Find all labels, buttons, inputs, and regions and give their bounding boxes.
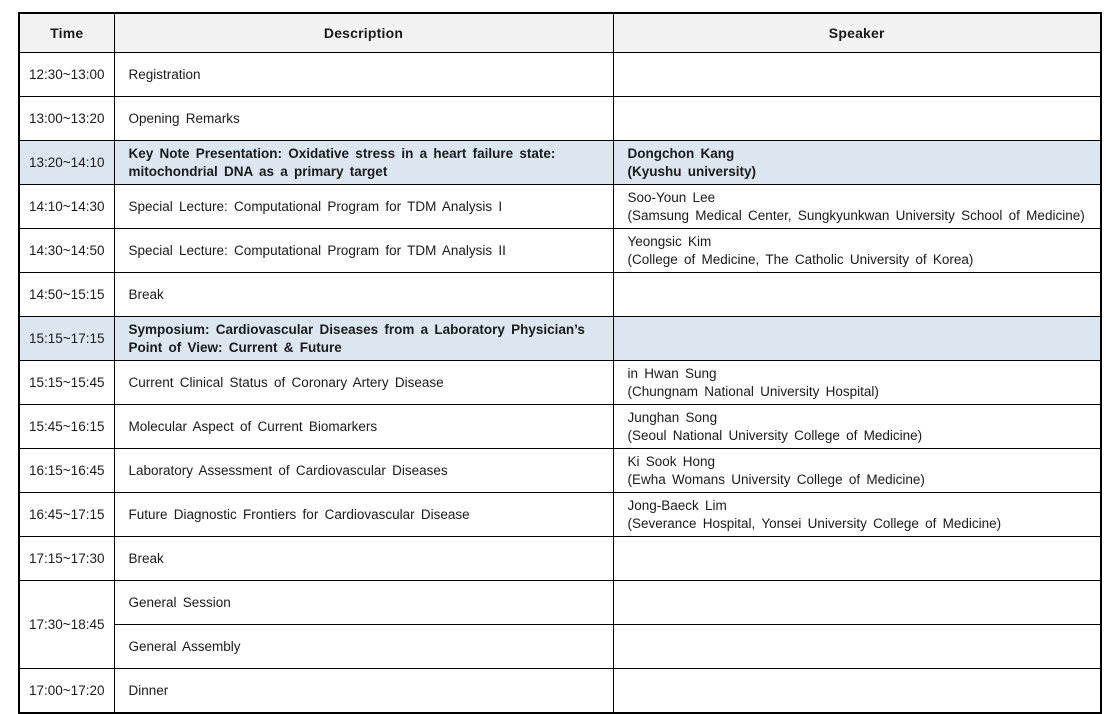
description-cell: Opening Remarks <box>114 97 613 141</box>
column-header-time: Time <box>19 13 114 53</box>
table-row <box>19 537 1101 581</box>
time-cell: 14:10~14:30 <box>19 185 114 229</box>
description-cell: Key Note Presentation: Oxidative stress in a heart failure state: mitochondrial DNA as a primary target <box>114 141 613 185</box>
header-row <box>19 13 1101 53</box>
description-cell: Special Lecture: Computational Program for TDM Analysis I <box>114 185 613 229</box>
description-cell: Break <box>114 273 613 317</box>
column-header-speaker: Speaker <box>613 13 1101 53</box>
description-cell: Molecular Aspect of Current Biomarkers <box>114 405 613 449</box>
speaker-affiliation: (College of Medicine, The Catholic University of Korea) <box>627 251 974 267</box>
speaker-cell <box>613 273 1101 317</box>
table-row <box>19 493 1101 537</box>
schedule-table <box>18 12 1102 714</box>
speaker-cell <box>613 361 1101 405</box>
speaker-cell <box>613 625 1101 669</box>
speaker-name: Soo-Youn Lee <box>627 189 716 205</box>
speaker-affiliation: (Chungnam National University Hospital) <box>627 383 879 399</box>
description-cell: Dinner <box>114 669 613 714</box>
description-cell: Symposium: Cardiovascular Diseases from a Laboratory Physician’s Point of View: Current & Future <box>114 317 613 361</box>
description-cell: Registration <box>114 53 613 97</box>
table-row <box>19 141 1101 185</box>
speaker-affiliation: (Kyushu university) <box>627 163 757 179</box>
table-row <box>19 361 1101 405</box>
speaker-cell <box>613 449 1101 493</box>
table-row <box>19 405 1101 449</box>
time-cell: 17:30~18:45 <box>19 581 114 669</box>
speaker-cell <box>613 53 1101 97</box>
speaker-affiliation: (Severance Hospital, Yonsei University College of Medicine) <box>627 515 1002 531</box>
speaker-name: Ki Sook Hong <box>627 453 716 469</box>
time-cell: 13:00~13:20 <box>19 97 114 141</box>
speaker-name: Jong-Baeck Lim <box>627 497 727 513</box>
description-cell: Laboratory Assessment of Cardiovascular Diseases <box>114 449 613 493</box>
time-cell: 15:15~15:45 <box>19 361 114 405</box>
table-row <box>19 317 1101 361</box>
description-cell: Future Diagnostic Frontiers for Cardiovascular Disease <box>114 493 613 537</box>
time-cell: 17:15~17:30 <box>19 537 114 581</box>
description-cell: General Assembly <box>114 625 613 669</box>
speaker-cell <box>613 229 1101 273</box>
speaker-name: Junghan Song <box>627 409 718 425</box>
time-cell: 13:20~14:10 <box>19 141 114 185</box>
table-row <box>19 669 1101 714</box>
speaker-cell <box>613 317 1101 361</box>
table-row <box>19 53 1101 97</box>
table-row <box>19 97 1101 141</box>
speaker-cell <box>613 185 1101 229</box>
speaker-cell <box>613 537 1101 581</box>
speaker-cell <box>613 405 1101 449</box>
speaker-cell <box>613 669 1101 714</box>
time-cell: 14:50~15:15 <box>19 273 114 317</box>
speaker-cell <box>613 141 1101 185</box>
speaker-name: Dongchon Kang <box>627 145 735 161</box>
speaker-cell <box>613 493 1101 537</box>
time-cell: 16:15~16:45 <box>19 449 114 493</box>
speaker-affiliation: (Seoul National University College of Medicine) <box>627 427 923 443</box>
table-row <box>19 185 1101 229</box>
description-cell: Break <box>114 537 613 581</box>
table-row <box>19 229 1101 273</box>
time-cell: 16:45~17:15 <box>19 493 114 537</box>
table-row <box>19 625 1101 669</box>
time-cell: 12:30~13:00 <box>19 53 114 97</box>
description-cell: Current Clinical Status of Coronary Artery Disease <box>114 361 613 405</box>
time-cell: 14:30~14:50 <box>19 229 114 273</box>
table-row <box>19 581 1101 625</box>
time-cell: 17:00~17:20 <box>19 669 114 714</box>
table-row <box>19 449 1101 493</box>
description-cell: Special Lecture: Computational Program for TDM Analysis II <box>114 229 613 273</box>
speaker-name: Yeongsic Kim <box>627 233 712 249</box>
description-cell: General Session <box>114 581 613 625</box>
time-cell: 15:15~17:15 <box>19 317 114 361</box>
table-row <box>19 273 1101 317</box>
speaker-cell <box>613 97 1101 141</box>
time-cell: 15:45~16:15 <box>19 405 114 449</box>
speaker-affiliation: (Samsung Medical Center, Sungkyunkwan University School of Medicine) <box>627 207 1085 223</box>
speaker-cell <box>613 581 1101 625</box>
speaker-name: in Hwan Sung <box>627 365 717 381</box>
speaker-affiliation: (Ewha Womans University College of Medicine) <box>627 471 925 487</box>
column-header-description: Description <box>114 13 613 53</box>
